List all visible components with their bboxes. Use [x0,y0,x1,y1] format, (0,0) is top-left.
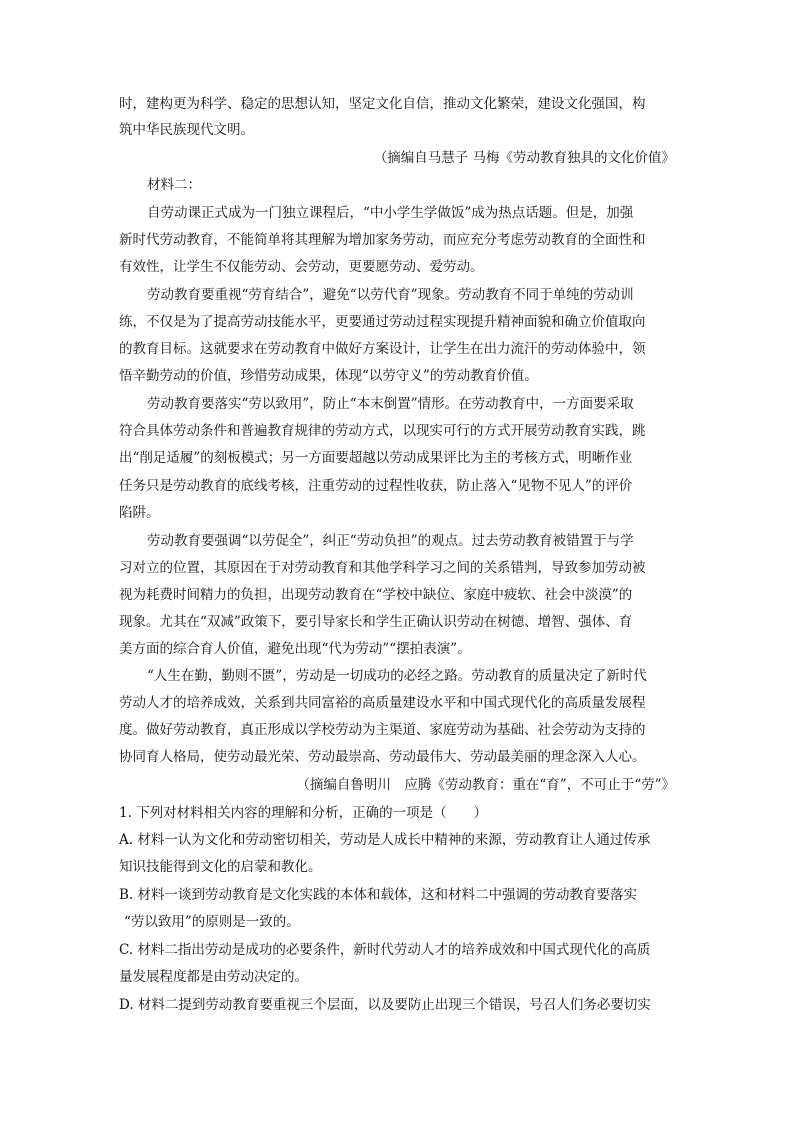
option-c-line-2: 量发展程度都是由劳动决定的。 [119,969,308,985]
paragraph-line: “人生在勤，勤则不匮”，劳动是一切成功的必经之路。劳动教育的质量决定了新时代 [147,668,647,684]
paragraph-line: 自劳动课正式成为一门独立课程后，“中小学生学做饭”成为热点话题。但是，加强 [147,205,634,221]
paragraph-line: 劳动人才的培养成效，关系到共同富裕的高质量建设水平和中国式现代化的高质量发展程 [119,695,646,711]
paragraph-line: 陷阱。 [119,505,160,521]
paragraph-line: 的教育目标。这就要求在劳动教育中做好方案设计，让学生在出力流汗的劳动体验中，领 [119,341,646,357]
paragraph-line: 协同育人格局，使劳动最光荣、劳动最崇高、劳动最伟大、劳动最美丽的理念深入人心。 [119,749,646,765]
option-a-line-2: 知识技能得到文化的启蒙和教化。 [119,859,322,875]
material-two-source: （摘编自鲁明川 应腾《劳动教育：重在“育”，不可止于“劳”》 [296,777,675,793]
paragraph-line: 任务只是劳动教育的底线考核，注重劳动的过程性收获，防止落入“见物不见人”的评价 [119,478,633,494]
question-stem: 1. 下列对材料相关内容的理解和分析，正确的一项是（ ） [119,805,488,821]
paragraph-line: 劳动教育要强调“以劳促全”，纠正“劳动负担”的观点。过去劳动教育被错置于与学 [147,533,634,549]
option-b-line-2: “劳以致用”的原则是一致的。 [124,914,300,930]
option-c-line-1: C. 材料二指出劳动是成功的必要条件，新时代劳动人才的培养成效和中国式现代化的高质 [119,942,651,958]
paragraph-line: 悟辛勤劳动的价值，珍惜劳动成果，体现“以劳守义”的劳动教育价值。 [119,368,538,384]
paragraph-line: 劳动教育要落实“劳以致用”，防止“本末倒置”情形。在劳动教育中，一方面要采取 [147,396,634,412]
paragraph-line: 有效性，让学生不仅能劳动、会劳动，更要愿劳动、爱劳动。 [119,259,484,275]
intro-line-1: 时，建构更为科学、稳定的思想认知，坚定文化自信，推动文化繁荣，建设文化强国，构 [119,96,646,112]
option-a-line-1: A. 材料一认为文化和劳动密切相关，劳动是人成长中精神的来源，劳动教育让人通过传承 [119,832,651,848]
option-b-line-1: B. 材料一谈到劳动教育是文化实践的本体和载体，这和材料二中强调的劳动教育要落实 [119,887,638,903]
paragraph-line: 新时代劳动教育，不能简单将其理解为增加家务劳动，而应充分考虑劳动教育的全面性和 [119,232,646,248]
paragraph-line: 出“削足适履”的刻板模式；另一方面要超越以劳动成果评比为主的考核方式，明晰作业 [119,450,633,466]
paragraph-line: 符合具体劳动条件和普遍教育规律的劳动方式，以现实可行的方式开展劳动教育实践，跳 [119,423,646,439]
paragraph-line: 视为耗费时间精力的负担，出现劳动教育在“学校中缺位、家庭中疲软、社会中淡漠”的 [119,587,633,603]
paragraph-line: 劳动教育要重视“劳育结合”，避免“以劳代育”现象。劳动教育不同于单纯的劳动训 [147,287,634,303]
paragraph-line: 度。做好劳动教育，真正形成以学校劳动为主渠道、家庭劳动为基础、社会劳动为支持的 [119,722,646,738]
paragraph-line: 练，不仅是为了提高劳动技能水平，更要通过劳动过程实现提升精神面貌和确立价值取向 [119,314,646,330]
material-two-heading: 材料二： [147,177,201,193]
paragraph-line: 习对立的位置，其原因在于对劳动教育和其他学科学习之间的关系错判，导致参加劳动被 [119,560,646,576]
option-d-line-1: D. 材料二提到劳动教育要重视三个层面，以及要防止出现三个错误，号召人们务必要切实 [119,997,651,1013]
material-one-source: （摘编自马慧子 马梅《劳动教育独具的文化价值》 [373,150,675,166]
paragraph-line: 美方面的综合育人价值，避免出现“代为劳动”“摆拍表演”。 [119,641,471,657]
intro-line-2: 筑中华民族现代文明。 [119,122,254,138]
paragraph-line: 现象。尤其在“双减”政策下，要引导家长和学生正确认识劳动在树德、增智、强体、育 [119,614,633,630]
